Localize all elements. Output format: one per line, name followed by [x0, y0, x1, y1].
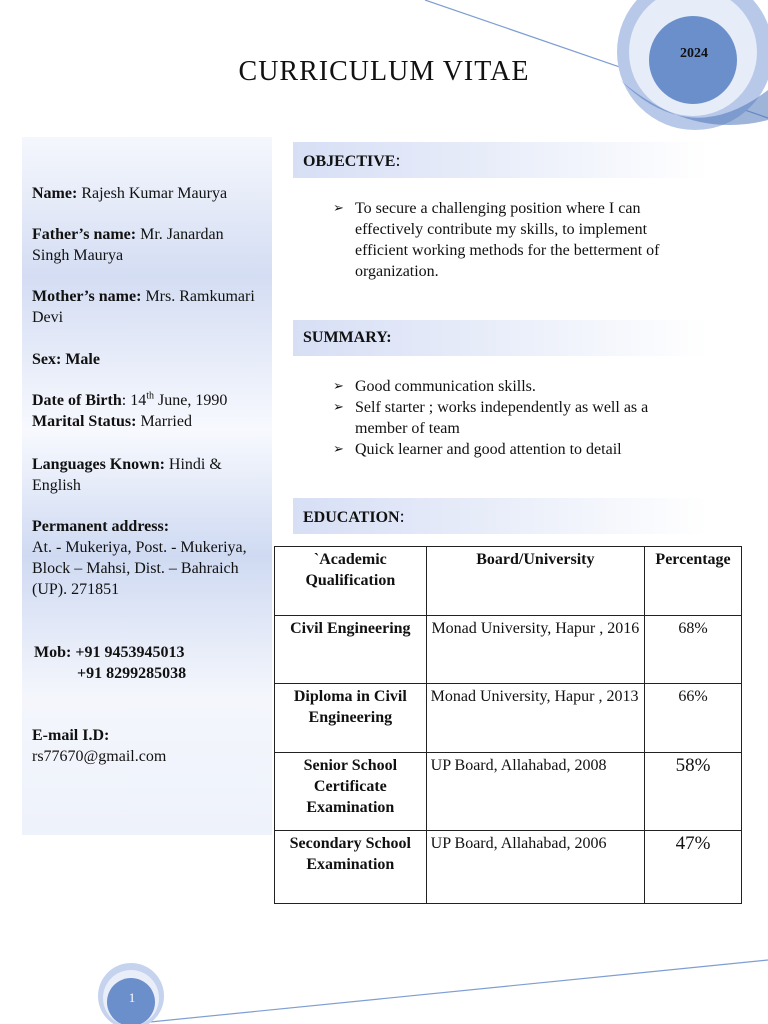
address-value: At. - Mukeriya, Post. - Mukeriya, Block – Mahsi, Dist. – Bahraich (UP). 271851 [32, 539, 247, 598]
table-header-row [275, 547, 742, 616]
education-heading [293, 498, 708, 534]
marital-field [32, 411, 264, 432]
summary-item-text: Good communication skills. [355, 378, 536, 395]
qualification-cell: Diploma in Civil Engineering [275, 684, 427, 753]
board-cell: Monad University, Hapur , 2013 [426, 684, 644, 753]
summary-item-text: Quick learner and good attention to detail [355, 441, 622, 458]
mother-label: Mother’s name: [32, 288, 142, 305]
arrowhead-bullet-icon: ➢ [333, 379, 344, 394]
father-label: Father’s name: [32, 226, 137, 243]
objective-item-text: To secure a challenging position where I can effectively contribute my skills, to implement efficient working methods for the betterment of organization. [355, 200, 660, 280]
arrowhead-bullet-icon: ➢ [333, 201, 344, 216]
qualification-cell: Secondary School Examination [275, 831, 427, 904]
father-value: Mr. Janardan Singh Maurya [32, 226, 224, 264]
email-value: rs77670@gmail.com [32, 748, 167, 765]
objective-heading-text: OBJECTIVE [303, 153, 396, 170]
objective-heading [293, 142, 708, 178]
sex-field [32, 349, 264, 370]
board-cell: UP Board, Allahabad, 2008 [426, 753, 644, 831]
page-title: CURRICULUM VITAE [238, 56, 530, 87]
column-header-percentage: Percentage [645, 547, 742, 616]
percentage-cell: 66% [645, 684, 742, 753]
summary-list [333, 376, 703, 460]
arrowhead-bullet-icon: ➢ [333, 400, 344, 415]
mobile-field [32, 642, 264, 684]
footer-decoration [0, 940, 768, 1024]
name-label: Name: [32, 185, 78, 202]
table-row [275, 753, 742, 831]
year-badge: 2024 [680, 46, 708, 61]
dob-label: Date of Birth [32, 392, 122, 409]
address-field [32, 516, 264, 600]
arrowhead-bullet-icon: ➢ [333, 442, 344, 457]
marital-value: Married [136, 413, 192, 430]
percentage-cell: 58% [645, 753, 742, 831]
languages-value: Hindi & English [32, 456, 222, 494]
summary-item-text: Self starter ; works independently as well as a member of team [355, 399, 649, 437]
education-table [274, 546, 742, 904]
sex-value: Sex: Male [32, 351, 100, 368]
mobile-primary: Mob: +91 9453945013 [34, 644, 185, 661]
percentage-cell: 47% [645, 831, 742, 904]
objective-item [333, 198, 703, 282]
column-header-board: Board/University [426, 547, 644, 616]
email-label: E-mail I.D: [32, 727, 110, 744]
name-field [32, 183, 264, 204]
mother-field [32, 286, 264, 328]
column-header-qualification: `Academic Qualification [275, 547, 427, 616]
dob-suffix: th [146, 390, 154, 402]
dob-day: : 14 [121, 392, 147, 409]
objective-colon: : [395, 150, 401, 170]
name-value: Rajesh Kumar Maurya [77, 185, 228, 202]
marital-label: Marital Status: [32, 413, 137, 430]
father-field [32, 224, 264, 266]
table-row [275, 831, 742, 904]
mother-value: Mrs. Ramkumari Devi [32, 288, 255, 326]
qualification-cell: Civil Engineering [275, 616, 427, 684]
education-heading-text: EDUCATION [303, 509, 400, 526]
page-number: 1 [128, 990, 136, 1005]
dob-field [32, 390, 264, 411]
summary-item [333, 397, 703, 439]
summary-item [333, 376, 703, 397]
objective-list [333, 198, 703, 282]
education-colon: : [399, 506, 405, 526]
languages-field [32, 454, 264, 496]
dob-rest: June, 1990 [154, 392, 228, 409]
summary-heading: SUMMARY: [293, 320, 708, 356]
mobile-secondary: +91 8299285038 [77, 665, 187, 682]
table-row [275, 684, 742, 753]
summary-item [333, 439, 703, 460]
table-row [275, 616, 742, 684]
board-cell: Monad University, Hapur , 2016 [426, 616, 644, 684]
qualification-cell: Senior School Certificate Examination [275, 753, 427, 831]
address-label: Permanent address: [32, 518, 170, 535]
languages-label: Languages Known: [32, 456, 165, 473]
percentage-cell: 68% [645, 616, 742, 684]
email-field [32, 725, 264, 767]
board-cell: UP Board, Allahabad, 2006 [426, 831, 644, 904]
